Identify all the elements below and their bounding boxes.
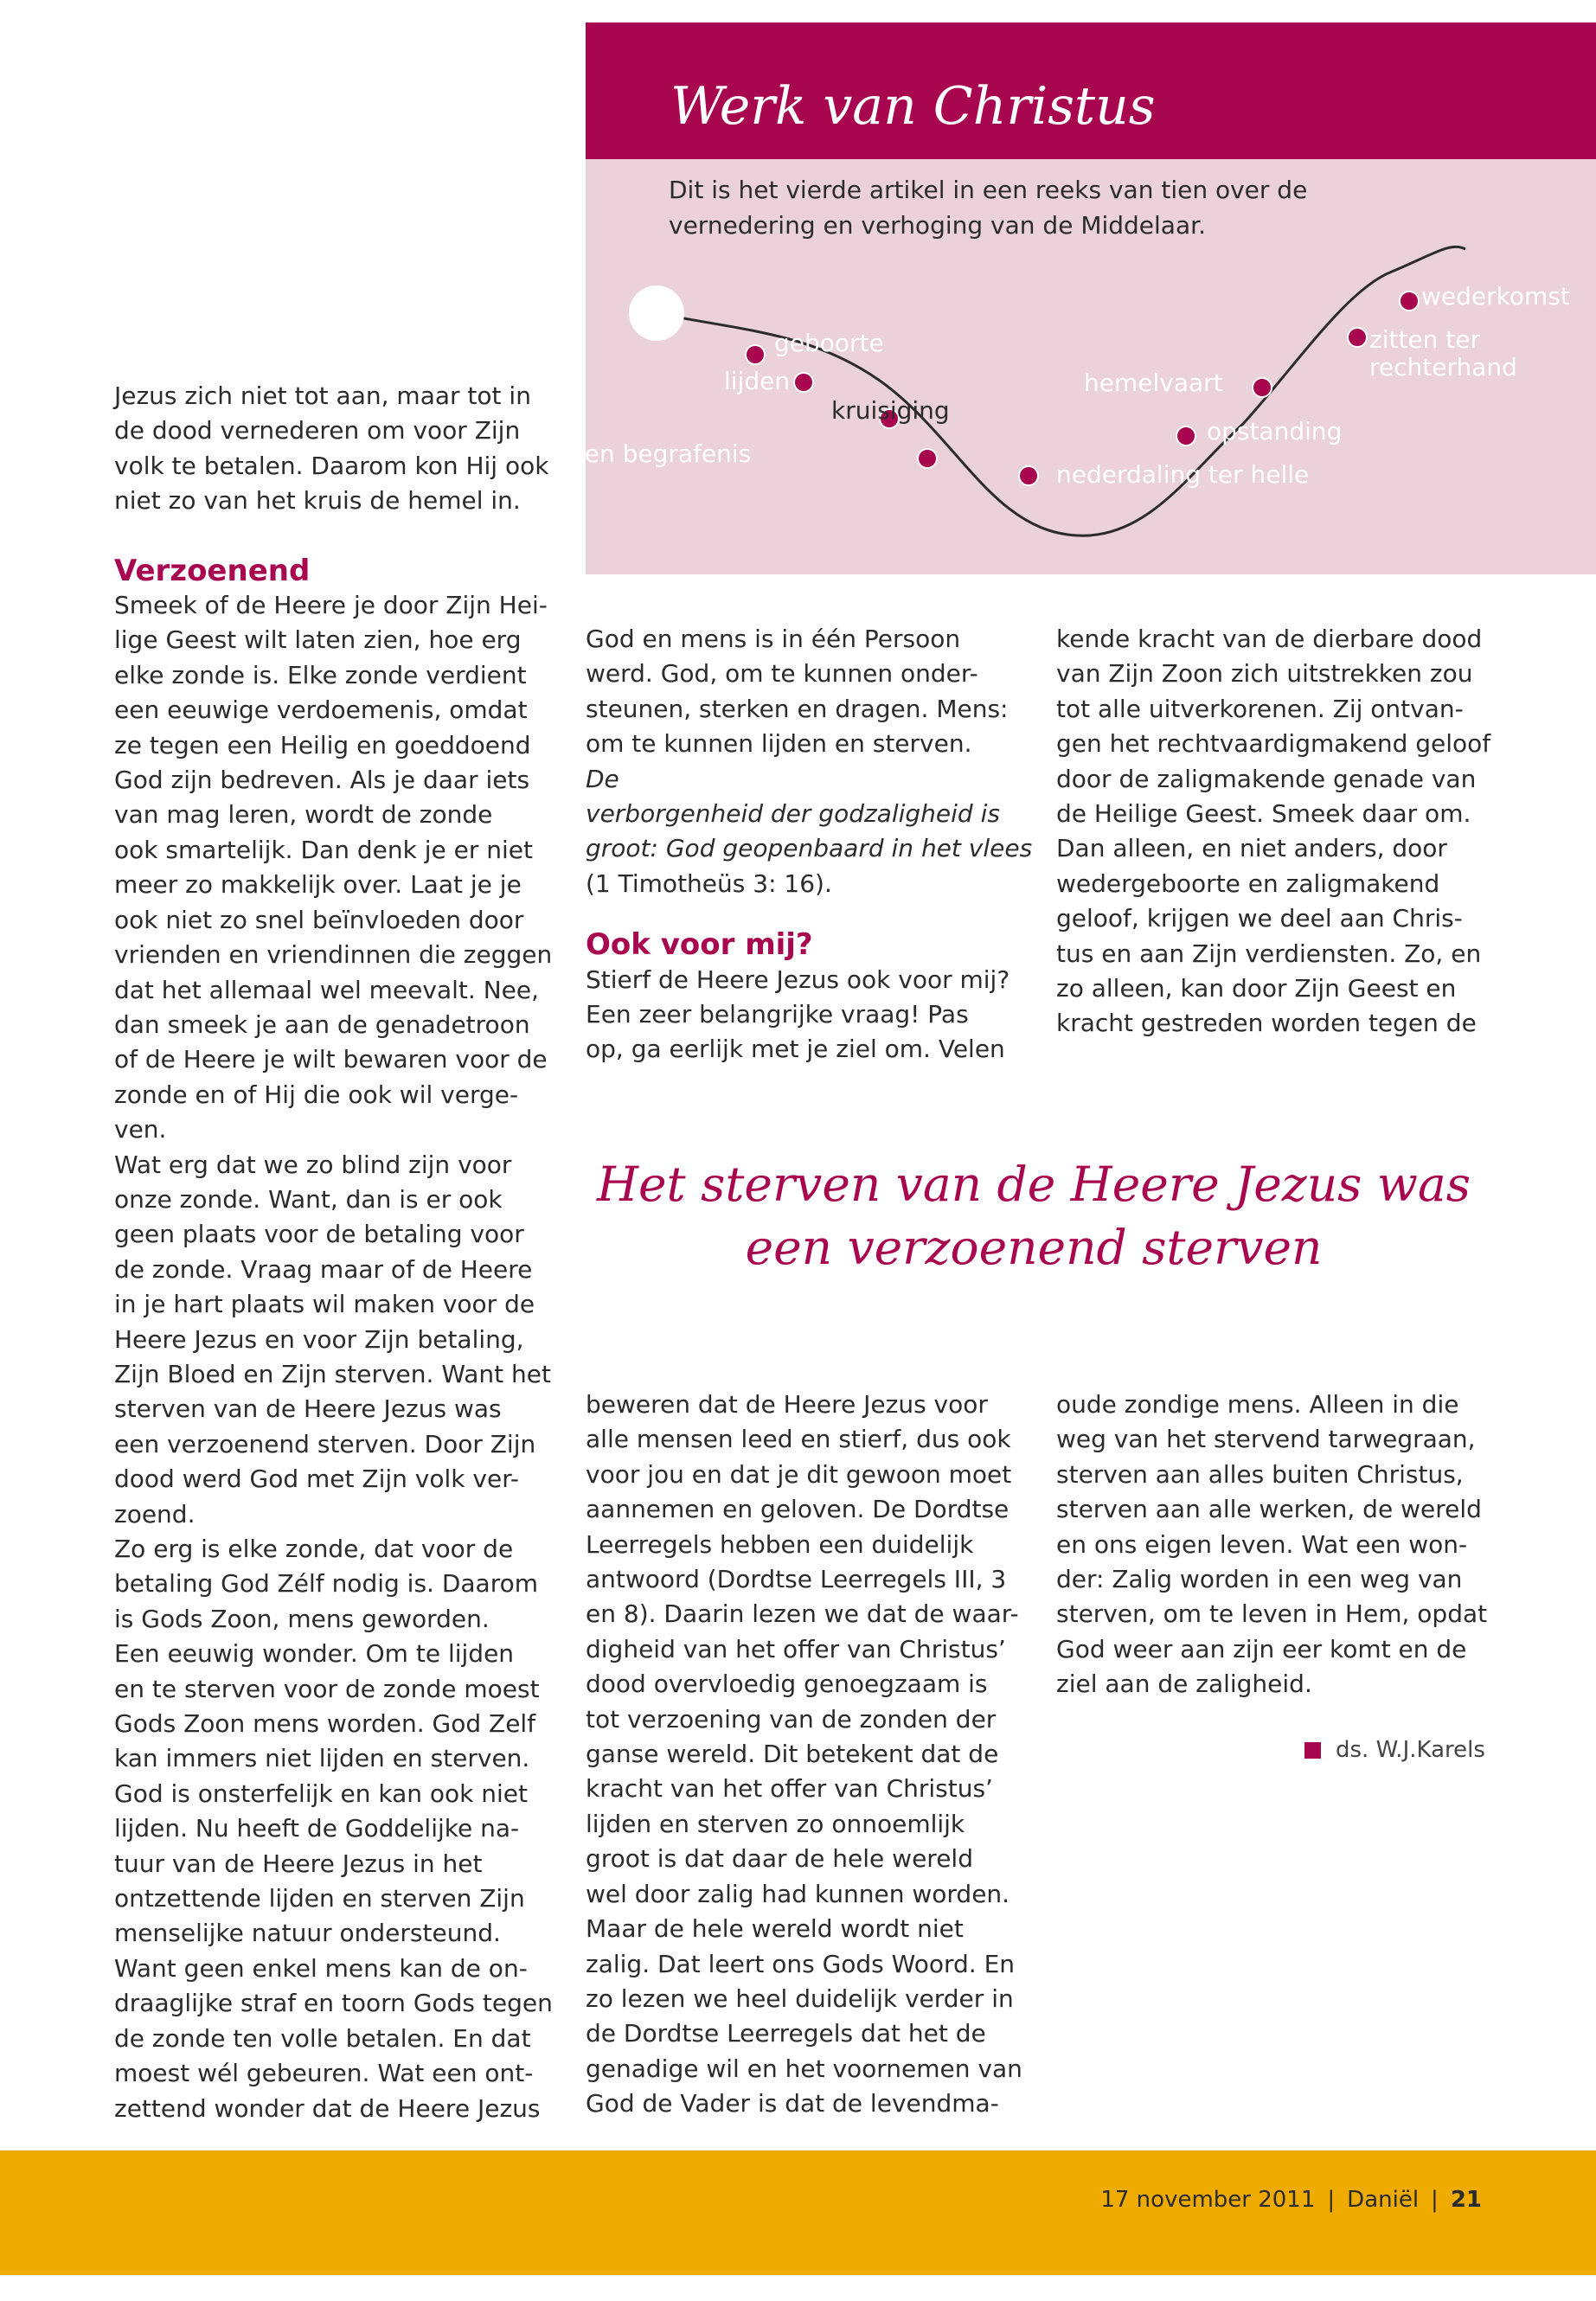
magazine-name: Daniël: [1347, 2187, 1420, 2213]
paragraph: Zo erg is elke zonde, dat voor de betaling God Zélf nodig is. Daarom is Gods Zoon, mens geworden. Een eeuwig wonder. Om te lijden en te sterven voor de zonde moest Gods Zoon mens worden. God Zelf kan immers niet lijden en sterven. God is onsterfelijk en kan ook niet lijden. Nu heeft de Goddelijke na- tuur van de Heere Jezus in het ontzettende lijden en sterven Zijn menselijke natuur ondersteund. Want geen enkel mens kan de on- draaglijke straf en toorn Gods tegen de zonde ten volle betalen. En dat moest wél gebeuren. Wat een ont- zettend wonder dat de Heere Jezus: [114, 1535, 553, 2123]
page-number: 21: [1450, 2187, 1482, 2213]
timeline-label: hemelvaart: [1084, 369, 1223, 397]
paragraph: beweren dat de Heere Jezus voor alle mensen leed en stierf, dus ook voor jou en dat je dit gewoon moet aannemen en geloven. De Dordtse Leerregels hebben een duidelijk antwoord (Dordtse Leerregels III, 3 en 8). Daarin lezen we dat de waar- digheid van het offer van Christus’ dood overvloedig genoegzaam is tot verzoening van de zonden der ganse wereld. Dit betekent dat de kracht van het offer van Christus’ lijden en sterven zo onnoemlijk groot is dat daar de hele wereld wel door zalig had kunnen worden. Maar de hele wereld wordt niet zalig. Dat leert ons Gods Woord. En zo lezen we heel duidelijk verder in de Dordtse Leerregels dat het de genadige wil en het voornemen van God de Vader is dat de levendma-: [586, 1390, 1022, 2118]
article-column-2-top: [586, 622, 1035, 1067]
bible-quote: De verborgenheid der godzaligheid is groot: God geopenbaard in het vlees: [586, 764, 1033, 863]
paragraph: Smeek of de Heere je door Zijn Hei- lige Geest wilt laten zien, hoe erg elke zonde is. Elke zonde verdient een eeuwige verdoemenis, omdat ze tegen een Heilig en goeddoend God zijn bedreven. Als je daar iets van mag leren, wordt de zonde ook smartelijk. Dan denk je er niet meer zo makkelijk over. Laat je je ook niet zo snel beïnvloeden door vrienden en vriendinnen die zeggen dat het allemaal wel meevalt. Nee, dan smeek je aan de genadetroon of de Heere je wilt bewaren voor de zonde en of Hij die ook wil verge- ven.: [114, 591, 553, 1144]
article-column-3-bottom: [1056, 1388, 1506, 1702]
timeline-label: nederdaling ter helle: [1056, 460, 1310, 489]
paragraph: Jezus zich niet tot aan, maar tot in de dood vernederen om voor Zijn volk te betalen. Daarom kon Hij ook niet zo van het kruis de hemel in.: [114, 381, 549, 516]
timeline-dot: [1348, 328, 1367, 347]
paragraph: Stierf de Heere Jezus ook voor mij? Een zeer belangrijke vraag! Pas op, ga eerlijk met je ziel om. Velen: [586, 965, 1010, 1064]
intro-text: Dit is het vierde artikel in een reeks van tien over de vernedering en verhoging van de Middelaar.: [669, 176, 1308, 240]
paragraph: Wat erg dat we zo blind zijn voor onze zonde. Want, dan is er ook geen plaats voor de betaling voor de zonde. Vraag maar of de Heere in je hart plaats wil maken voor de Heere Jezus en voor Zijn betaling, Zijn Bloed en Zijn sterven. Want het sterven van de Heere Jezus was een verzoenend sterven. Door Zijn dood werd God met Zijn volk ver- zoend.: [114, 1150, 551, 1529]
timeline-label: lijden: [724, 367, 791, 395]
timeline-dot: [1253, 378, 1272, 397]
pull-quote: Het sterven van de Heere Jezus was een verzoenend sterven: [597, 1157, 1471, 1275]
series-title: Werk van Christus: [670, 76, 1156, 137]
timeline-label: kruisiging: [831, 396, 950, 425]
article-column-1: [114, 379, 555, 2126]
timeline-graphic: [485, 159, 1596, 574]
timeline-label: sterven en begrafenis: [485, 439, 752, 468]
footer-band: [0, 2150, 1596, 2275]
author-credit: [1304, 1737, 1485, 1763]
article-column-2-bottom: [586, 1388, 1035, 2122]
timeline-label: opstanding: [1207, 417, 1343, 445]
paragraph: God en mens is in één Persoon werd. God, om te kunnen onder- steunen, sterken en dragen. Mens: om te kunnen lijden en sterven.: [586, 625, 1009, 759]
footer-info: 17 november 2011 | Daniël | 21: [1100, 2187, 1482, 2213]
article-column-3-top: [1056, 622, 1506, 1042]
timeline-label: geboorte: [774, 329, 884, 357]
timeline-dot: [918, 449, 937, 468]
end-mark-square-icon: [1304, 1742, 1321, 1759]
paragraph: oude zondige mens. Alleen in die weg van het stervend tarwegraan, sterven aan alles buiten Christus, sterven aan alle werken, de wereld en ons eigen leven. Wat een won- der: Zalig worden in een weg van sterven, om te leven in Hem, opdat God weer aan zijn eer komt en de ziel aan de zaligheid.: [1056, 1390, 1488, 1699]
timeline-start-circle: [629, 285, 684, 341]
timeline-dot: [1400, 292, 1419, 311]
timeline-label: zitten ter: [1369, 325, 1481, 354]
timeline-dot: [1176, 426, 1195, 445]
bible-reference: (1 Timotheüs 3: 16).: [586, 868, 832, 898]
timeline-dot: [794, 373, 813, 392]
timeline-label: wederkomst: [1421, 282, 1570, 311]
paragraph: kende kracht van de dierbare dood van Zijn Zoon zich uitstrekken zou tot alle uitverkorenen. Zij ontvan- gen het rechtvaardigmakend geloof door de zaligmakende genade van de Heilige Geest. Smeek daar om. Dan alleen, en niet anders, door wedergeboorte en zaligmakend geloof, krijgen we deel aan Chris- tus en aan Zijn verdiensten. Zo, en zo alleen, kan door Zijn Geest en kracht gestreden worden tegen de: [1056, 625, 1491, 1038]
issue-date: 17 november 2011: [1100, 2187, 1316, 2213]
author-name: ds. W.J.Karels: [1336, 1737, 1485, 1763]
section-heading-verzoenend: Verzoenend: [114, 553, 311, 588]
section-heading-ook-voor-mij: Ook voor mij?: [586, 927, 813, 963]
timeline-dot: [746, 345, 765, 364]
timeline-dot: [1019, 466, 1038, 485]
timeline-label: rechterhand: [1369, 353, 1517, 381]
